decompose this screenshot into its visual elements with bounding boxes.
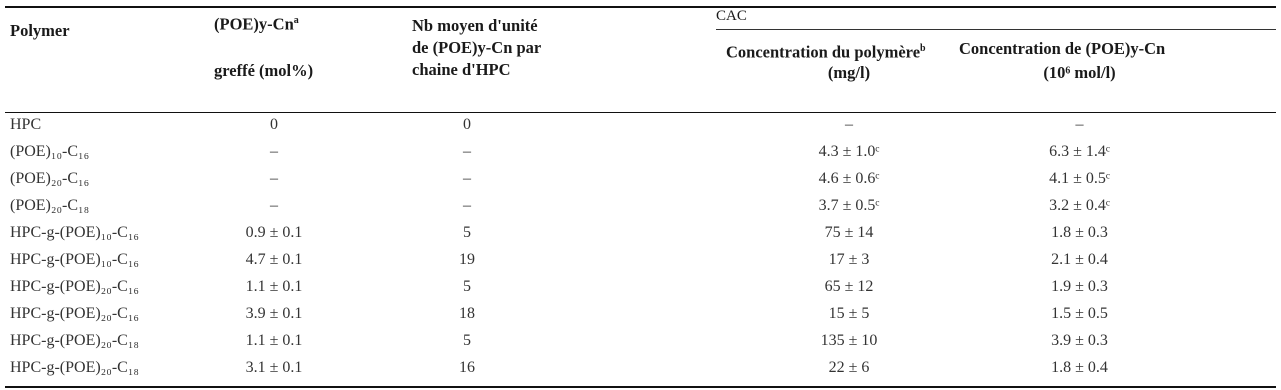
cell-conc-polymer: 3.7 ± 0.5ᶜ xyxy=(818,197,880,214)
header-conc-poe-unit: (10⁶ mol/l) xyxy=(1043,63,1116,82)
cell-grafted: 0.9 ± 0.1 xyxy=(245,224,303,241)
cell-grafted: 1.1 ± 0.1 xyxy=(245,332,303,349)
cell-grafted: 3.1 ± 0.1 xyxy=(245,359,303,376)
cell-units: – xyxy=(463,143,471,160)
header-polymer: Polymer xyxy=(10,21,70,40)
table-bottom-rule xyxy=(5,386,1276,388)
cell-grafted: 3.9 ± 0.1 xyxy=(245,305,303,322)
footnote-a-marker: a xyxy=(293,15,299,26)
cell-conc-polymer: 17 ± 3 xyxy=(828,251,870,268)
cell-conc-poe: 1.9 ± 0.3 xyxy=(1051,278,1108,295)
cell-units: 16 xyxy=(459,359,475,376)
header-units-line3: chaine d'HPC xyxy=(412,60,511,79)
cell-conc-poe: 1.8 ± 0.4 xyxy=(1051,359,1108,376)
cell-conc-polymer: 75 ± 14 xyxy=(824,224,874,241)
cell-conc-polymer: 15 ± 5 xyxy=(828,305,870,322)
cell-conc-polymer: – xyxy=(845,116,853,133)
cell-conc-polymer: 135 ± 10 xyxy=(820,332,878,349)
header-conc-polymer-unit: (mg/l) xyxy=(827,63,871,82)
header-conc-polymer xyxy=(726,38,926,64)
cell-units: 18 xyxy=(459,305,475,322)
cell-grafted: – xyxy=(270,143,278,160)
cell-units: 5 xyxy=(463,332,471,349)
cell-conc-poe: 4.1 ± 0.5ᶜ xyxy=(1049,170,1110,187)
cell-units: 5 xyxy=(463,224,471,241)
cell-units: – xyxy=(463,197,471,214)
cell-grafted: 0 xyxy=(270,116,278,133)
cell-units: 5 xyxy=(463,278,471,295)
footnote-b-marker: b xyxy=(920,43,926,54)
cell-units: 0 xyxy=(463,116,471,133)
cell-conc-polymer: 65 ± 12 xyxy=(824,278,874,295)
header-cac: CAC xyxy=(716,8,747,24)
cell-grafted: 1.1 ± 0.1 xyxy=(245,278,303,295)
cell-polymer: HPC-g-(POE)₂₀-C₁₆ xyxy=(10,305,139,322)
cell-conc-poe: – xyxy=(1075,116,1084,133)
cell-grafted: – xyxy=(270,197,278,214)
cell-polymer: HPC-g-(POE)₂₀-C₁₆ xyxy=(10,278,139,295)
cell-conc-poe: 2.1 ± 0.4 xyxy=(1051,251,1108,268)
cell-polymer: (POE)₂₀-C₁₆ xyxy=(10,170,90,187)
cell-grafted: – xyxy=(270,170,278,187)
cell-conc-poe: 1.8 ± 0.3 xyxy=(1051,224,1108,241)
cell-polymer: HPC-g-(POE)₁₀-C₁₆ xyxy=(10,224,139,241)
cell-conc-poe: 6.3 ± 1.4ᶜ xyxy=(1049,143,1110,160)
header-grafted-formula: (POE)y-Cn xyxy=(214,14,294,34)
table-header-rule xyxy=(5,112,1276,113)
header-conc-polymer-text: Concentration du polymère xyxy=(726,42,921,62)
cell-conc-polymer: 4.3 ± 1.0ᶜ xyxy=(818,143,880,160)
cell-units: 19 xyxy=(459,251,475,268)
cell-conc-polymer: 4.6 ± 0.6ᶜ xyxy=(818,170,880,187)
cell-conc-poe: 3.9 ± 0.3 xyxy=(1051,332,1108,349)
header-units-line2: de (POE)y-Cn par xyxy=(412,38,542,57)
cell-polymer: HPC-g-(POE)₂₀-C₁₈ xyxy=(10,332,139,349)
cell-polymer: HPC xyxy=(10,116,42,133)
cell-polymer: (POE)₂₀-C₁₈ xyxy=(10,197,90,214)
cell-grafted: 4.7 ± 0.1 xyxy=(245,251,303,268)
cell-conc-poe: 1.5 ± 0.5 xyxy=(1051,305,1108,322)
cell-polymer: HPC-g-(POE)₁₀-C₁₆ xyxy=(10,251,139,268)
cell-conc-poe: 3.2 ± 0.4ᶜ xyxy=(1049,197,1110,214)
cell-polymer: HPC-g-(POE)₂₀-C₁₈ xyxy=(10,359,139,376)
header-grafted-line1 xyxy=(214,10,299,36)
header-units-line1: Nb moyen d'unité xyxy=(412,16,538,35)
cell-units: – xyxy=(463,170,471,187)
table-top-rule xyxy=(5,6,1276,8)
header-conc-poe: Concentration de (POE)y-Cn xyxy=(959,39,1166,58)
cell-polymer: (POE)₁₀-C₁₆ xyxy=(10,143,90,160)
cac-span-rule xyxy=(716,29,1276,30)
cell-conc-polymer: 22 ± 6 xyxy=(828,359,870,376)
header-grafted-line2: greffé (mol%) xyxy=(214,61,314,80)
